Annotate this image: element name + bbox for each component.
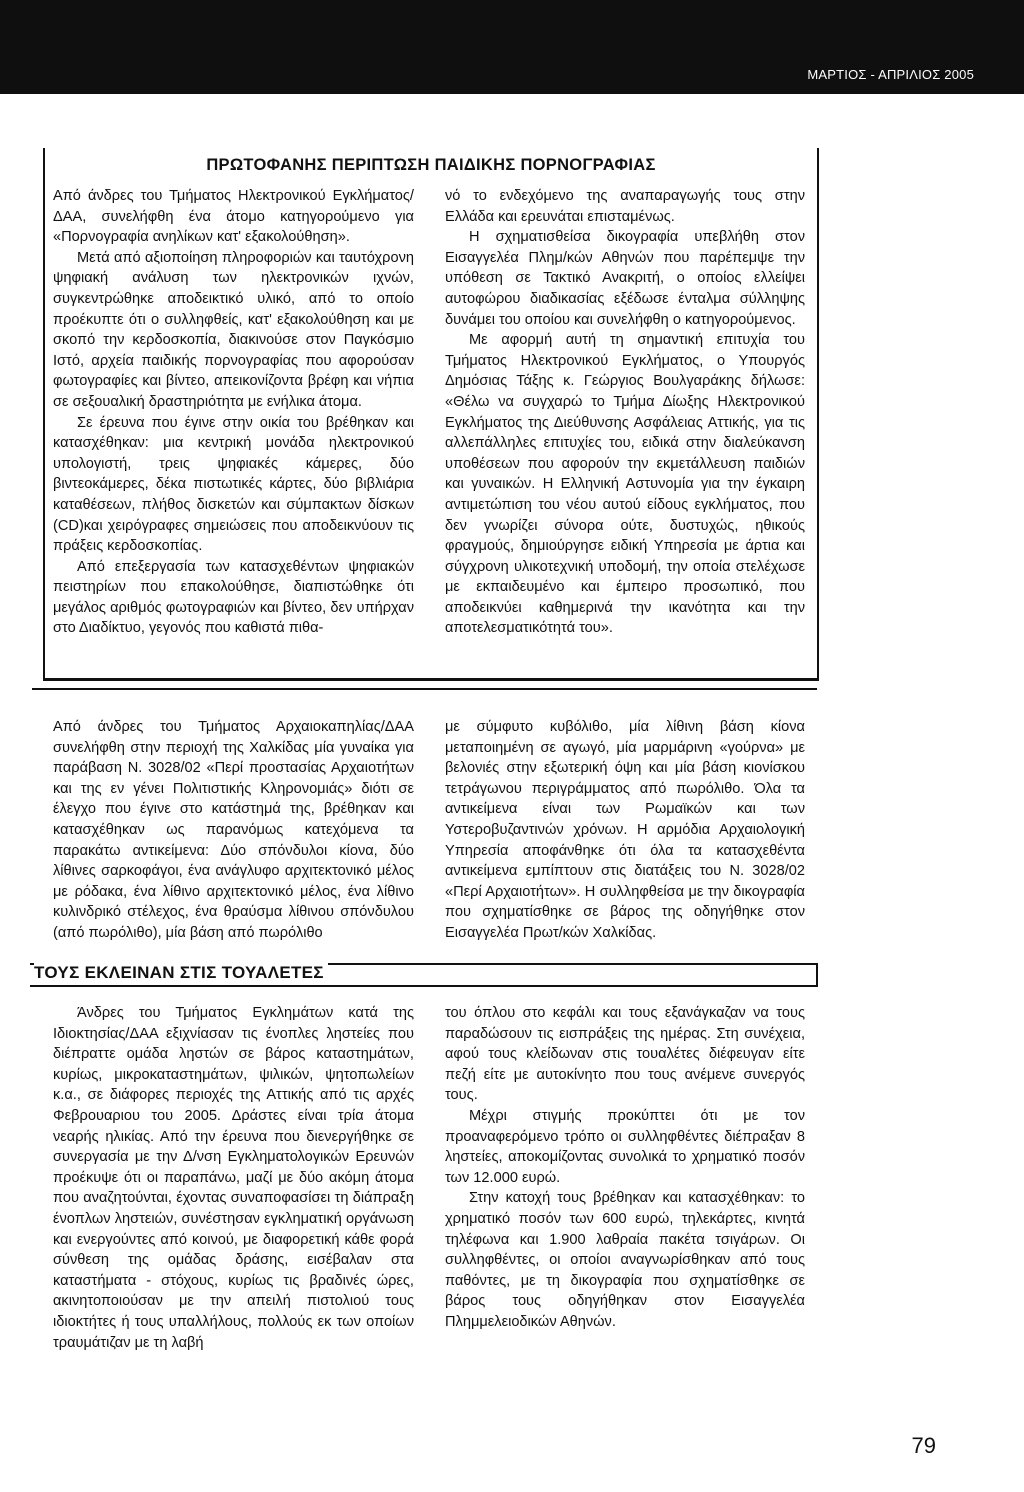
article1-left-column <box>53 186 414 639</box>
paragraph: Από επεξεργασία των κατασχεθέντων ψηφιακών πειστηρίων που επακολούθησε, διαπιστώθηκε ότι μεγάλος αριθμός φωτογραφιών και βίντεο, δεν υπήρχαν στο Διαδίκτυο, γεγονός που καθιστά πιθα- <box>53 558 414 637</box>
paragraph: Η σχηματισθείσα δικογραφία υπεβλήθη στον Εισαγγελέα Πλημ/κών Αθηνών που παρέπεμψε την υπόθεση σε Τακτικό Ανακριτή, ο οποίος ελλείψει αυτοφώρου διαδικασίας εξέδωσε ένταλμα σύλληψης δυνάμει του οποίου και συνελήφθη ο κατηγορούμενος. <box>445 229 805 328</box>
article2-right-column <box>445 717 805 944</box>
paragraph: Σε έρευνα που έγινε στην οικία του βρέθηκαν και κατασχέθηκαν: μια κεντρική μονάδα ηλεκτρονικού υπολογιστή, τρεις ψηφιακές κάμερες, δύο βιντεοκάμερες, δέκα πιστωτικές κάρτες, δύο βιβλιάρια καταθέσεων, πλήθος δισκετών και σύμπακτων δίσκων (CD)και χειρόγραφες σημειώσεις που αποδεικνύουν τις πράξεις κερδοσκοπίας. <box>53 414 414 555</box>
page-number: 79 <box>911 1433 936 1458</box>
header-rule <box>0 88 1024 94</box>
paragraph: νό το ενδεχόμενο της αναπαραγωγής τους στην Ελλάδα και ερευνάται επισταμένως. <box>445 188 805 225</box>
article2-left-column <box>53 717 414 944</box>
paragraph: Μέχρι στιγμής προκύπτει ότι με τον προαναφερόμενο τρόπο οι συλληφθέντες διέπραξαν 8 ληστείες, αποκομίζοντας συνολικά το χρηματικό ποσόν των 12.000 ευρώ. <box>445 1107 805 1186</box>
paragraph: του όπλου στο κεφάλι και τους εξανάγκαζαν να τους παραδώσουν τις εισπράξεις της ημέρας. Στη συνέχεια, αφού τους κλείδωναν στις τουαλέτες διέφευγαν είτε πεζή είτε με αυτοκίνητο που τους ανέμενε συνεργός τους. <box>445 1005 805 1104</box>
article-title: ΠΡΩΤΟΦΑΝΗΣ ΠΕΡΙΠΤΩΣΗ ΠΑΙΔΙΚΗΣ ΠΟΡΝΟΓΡΑΦΙΑΣ <box>206 156 656 174</box>
paragraph: Άνδρες του Τμήματος Εγκλημάτων κατά της Ιδιοκτησίας/ΔΑΑ εξιχνίασαν τις ένοπλες ληστείες που διέπραττε ομάδα ληστών σε βάρος καταστημάτων, κυρίως, μικροκαταστημάτων, ψιλικών, ψητοπωλείων κ.α., σε διάφορες περιοχές της Αττικής από τις αρχές Φεβρουαριου του 2005. Δράστες είναι τρία άτομα νεαρής ηλικίας. Από την έρευνα που διενεργήθηκε σε συνεργασία με την Δ/νση Εγκληματολογικών Ερευνών προέκυψε ότι οι παραπάνω, μαζί με δύο ακόμη άτομα που αναζητούνται, έχοντας συναποφασίσει τη διάπραξη ένοπλων ληστειών, συνέστησαν εγκληματική οργάνωση και ενεργούντες από κοινού, με διαφορετική κάθε φορά σύνθεση της ομάδας δράσης, εισέβαλαν στα καταστήματα - στόχους, κυρίως τις βραδινές ώρες, ακινητοποιούσαν με την απειλή πιστολιού τους ιδιοκτήτες ή τους υπαλλήλους, πολλούς εκ των οποίων τραυμάτιζαν με τη λαβή <box>53 1005 414 1351</box>
section-divider <box>32 688 817 690</box>
article3-left-column <box>53 1003 414 1353</box>
paragraph: Από άνδρες του Τμήματος Αρχαιοκαπηλίας/ΔΑΑ συνελήφθη στην περιοχή της Χαλκίδας μία γυναίκα για παράβαση Ν. 3028/02 «Περί προστασίας Αρχαιοτήτων και της εν γένει Πολιτιστικής Κληρονομιάς» διότι σε έλεγχο που έγινε στο κατάστημά της, βρέθηκαν και κατασχέθηκαν ως παρανόμως κατεχόμενα τα παρακάτω αντικείμενα: Δύο σπόνδυλοι κίονα, δύο λίθινες σαρκοφάγοι, ένα ανάγλυφο αρχιτεκτονικό μέλος με ρόδακα, ένα λίθινο αρχιτεκτονικό μέλος, ένα λίθινο κυλινδρικό στέλεχος, ένα θραύσμα λίθινου σπόνδυλου (από πωρόλιθο), μία βάση από πωρόλιθο <box>53 719 414 941</box>
paragraph: Μετά από αξιοποίηση πληροφοριών και ταυτόχρονη ψηφιακή ανάλυση των ηλεκτρονικών ιχνών, συγκεντρώθηκε αποδεικτικό υλικό, από το οποίο προέκυπτε ότι ο συλληφθείς, κατ' εξακολούθηση και με σκοπό την κερδοσκοπία, διακινούσε στον Παγκόσμιο Ιστό, αρχεία παιδικής πορνογραφίας που αφορούσαν φωτογραφίες και βίντεο, απεικονίζοντα βρέφη και νήπια σε σεξουαλική δραστηριότητα με ενήλικα άτομα. <box>53 249 414 410</box>
paragraph: Στην κατοχή τους βρέθηκαν και κατασχέθηκαν: το χρηματικό ποσόν των 600 ευρώ, τηλεκάρτες, κινητά τηλέφωνα και 1.900 λαθραία πακέτα τσιγάρων. Οι συλληφθέντες, οι οποίοι αναγνωρίσθηκαν από τους παθόντες, με τη δικογραφία που σχηματίσθηκε σε βάρος τους οδηγήθηκαν στον Εισαγγελέα Πλημμελειοδικών Αθηνών. <box>445 1190 805 1330</box>
article-title: ΤΟΥΣ ΕΚΛΕΙΝΑΝ ΣΤΙΣ ΤΟΥΑΛΕΤΕΣ <box>34 963 328 983</box>
issue-date: ΜΑΡΤΙΟΣ - ΑΠΡΙΛΙΟΣ 2005 <box>807 67 974 82</box>
article1-right-column <box>445 186 805 639</box>
article3-right-column <box>445 1003 805 1333</box>
paragraph: Με αφορμή αυτή τη σημαντική επιτυχία του Τμήματος Ηλεκτρονικού Εγκλήματος, ο Υπουργός Δημόσιας Τάξης κ. Γεώργιος Βουλγαράκης δήλωσε: «Θέλω να συγχαρώ το Τμήμα Δίωξης Ηλεκτρονικού Εγκλήματος της Διεύθυνσης Ασφάλειας Αττικής, για τις αλλεπάλληλες επιτυχίες του, ειδικά στην διαλεύκανση υποθέσεων που αφορούν την εκμετάλλευση παιδιών και γυναικών. Η Ελληνική Αστυνομία για την έγκαιρη αντιμετώπιση του νέου αυτού είδους εγκλήματος, που δεν γνωρίζει σύνορα ούτε, δυστυχώς, ηθικούς φραγμούς, δημιούργησε ειδική Υπηρεσία με άρτια και σύγχρονη υλικοτεχνική υποδομή, την οποία στελέχωσε με εκπαιδευμένο και έμπειρο προσωπικό, που αποδεικνύει καθημερινά την ικανότητα και την αποτελεσματικότητά του». <box>445 332 805 637</box>
header-bar <box>0 0 1024 88</box>
paragraph: Από άνδρες του Τμήματος Ηλεκτρονικού Εγκλήματος/ΔΑΑ, συνελήφθη ένα άτομο κατηγορούμενο για «Πορνογραφία ανηλίκων κατ' εξακολούθηση». <box>53 188 414 246</box>
paragraph: με σύμφυτο κυβόλιθο, μία λίθινη βάση κίονα μεταποιημένη σε αγωγό, μία μαρμάρινη «γούρνα» με βελονιές στην εξωτερική όψη και μία βάση κιονίσκου τετράγωνου περιγράμματος από πωρόλιθο. Όλα τα αντικείμενα είναι των Ρωμαϊκών και των Υστεροβυζαντινών χρόνων. Η αρμόδια Αρχαιολογική Υπηρεσία αποφάνθηκε ότι όλα τα κατασχεθέντα αντικείμενα εμπίπτουν στις διατάξεις του Ν. 3028/02 «Περί Αρχαιοτήτων». Η συλληφθείσα με την δικογραφία που σχηματίσθηκε σε βάρος της οδηγήθηκε στον Εισαγγελέα Πρωτ/κών Χαλκίδας. <box>445 719 805 941</box>
